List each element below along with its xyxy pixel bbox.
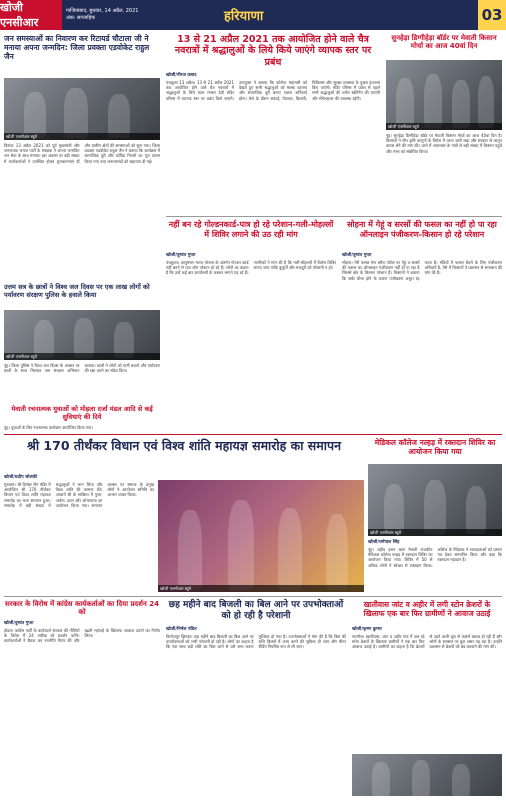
article-12-body: नारनौल। खातीवास, जांट व अहीर गांव में चल रहे स्टोन क्रेशरों के खिलाफ ग्रामीणों ने एक बार फिर आवाज उठाई है। ग्रामीणों का कहना है कि क्रेशरों से उड़ने वाली धूल से फसलें खराब हो रही हैं और लोगों के स्वास्थ्य पर बुरा असर पड़ रहा है। उन्होंने प्रशासन से क्रेशरों को बंद करवाने की मांग की। bbox=[352, 634, 502, 650]
article-3-photo bbox=[386, 60, 502, 130]
article-1-body: दिनांक 13 अप्रैल 2021 को पूर्व मुख्यमंत्री और जननायक जनता पार्टी के संरक्षक ने अपना जन्मदिन जन सेवा के साथ मनाया। इस अवसर पर बड़ी संख्या में कार्यकर्ताओं ने उपस्थित होकर शुभकामनाएं दीं और ग्रामीण क्षेत्रों की समस्याओं को सुना गया। जिला प्रवक्ता एडवोकेट राहुल जैन ने बताया कि कार्यक्रम में सामाजिक दूरी और कोविड नियमों का पूरा पालन किया गया तथा जरूरतमंदों को सहायता दी गई। bbox=[4, 143, 160, 164]
article-10-body: होडल। कांग्रेस पार्टी के कार्यकर्ता सरकार की नीतियों के विरोध में 24 तारीख को प्रदर्शन करेंगे। कार्यकर्ताओं ने बैठक कर रणनीति तैयार की और बढ़ती महंगाई के खिलाफ आवाज उठाने का निर्णय लिया। bbox=[4, 628, 160, 644]
article-5-headline: सोहना में गेहूं व सरसों की फसल का नहीं हो पा रहा ऑनलाइन पंजीकरण-किसान हो रहे परेशान bbox=[347, 220, 497, 239]
article-5-byline: खोजी/दुष्यंत गुप्ता bbox=[342, 253, 372, 258]
article-6-photo bbox=[4, 310, 160, 360]
article-8-photo-caption: खोजी एनसीआर ब्यूरो bbox=[158, 585, 364, 592]
divider-line bbox=[4, 434, 502, 435]
article-8-body: गुरुग्राम। श्री दिगंबर जैन मंदिर में आयोजित श्री 170 तीर्थंकर विधान एवं विश्व शांति महायज्ञ समारोह का भव्य समापन हुआ। समारोह में बड़ी संख्या में श्रद्धालुओं ने भाग लिया और विश्व शांति की कामना की। आचार्य श्री के सान्निध्य में पूजा-अर्चना, हवन और शोभायात्रा का आयोजन किया गया। समापन अवसर पर समाज के प्रमुख लोगों ने आयोजन समिति का आभार व्यक्त किया। bbox=[4, 482, 154, 508]
article-8-photo bbox=[158, 480, 364, 592]
article-1-photo bbox=[4, 78, 160, 140]
divider-line bbox=[4, 596, 502, 597]
article-12-byline: खोजी/कृष्ण कुमार bbox=[352, 627, 382, 632]
article-6-photo-caption: खोजी एनसीआर ब्यूरो bbox=[4, 353, 160, 360]
article-6-body: नूंह। जिला पुलिस ने विश्व जल दिवस के अवसर पर छात्रों के साथ मिलकर जल संरक्षण अभियान चलाया। छात्रों ने लोगों को पानी बचाने और पर्यावरण की रक्षा करने का संदेश दिया। bbox=[4, 363, 160, 374]
article-2-body: पंचकूला 13 अप्रैल। 13 से 21 अप्रैल 2021 तक आयोजित होने वाले चैत्र नवरात्रों में श्रद्धालुओं के लिये माता मनसा देवी मंदिर परिसर में व्यापक स्तर पर प्रबंध किये जाएंगे। उपायुक्त ने बताया कि कोरोना महामारी को देखते हुए सभी श्रद्धालुओं को मास्क पहनना और सामाजिक दूरी बनाए रखना अनिवार्य होगा। मेले के दौरान सफाई, पेयजल, बिजली, चिकित्सा और सुरक्षा व्यवस्था के पुख्ता इंतजाम किए जाएंगे। मंदिर परिसर में प्रवेश से पहले सभी श्रद्धालुओं की थर्मल स्क्रीनिंग की जाएगी और सेनेटाइजर की व्यवस्था रहेगी। bbox=[166, 80, 380, 101]
page-number: 03 bbox=[478, 0, 506, 30]
article-9-body: नूंह। शहीद हसन खान मेवाती राजकीय मेडिकल कॉलेज नल्हड़ में रक्तदान शिविर का आयोजन किया गया। शिविर में 50 से अधिक लोगों ने स्वेच्छा से रक्तदान किया। कॉलेज के निदेशक ने रक्तदाताओं को प्रमाण पत्र देकर सम्मानित किया और कहा कि रक्तदान महादान है। bbox=[368, 547, 502, 568]
article-9-byline: खोजी/धर्मपाल सिंह bbox=[368, 540, 400, 545]
article-2-byline: खोजी/नीरज प्रसाद bbox=[166, 73, 197, 78]
article-1-headline: जन समस्याओं का निवारण कर रिटायर्ड चौटाला जी ने मनाया अपना जन्मदिन: जिला प्रवक्ता एडवोकेट राहुल जैन bbox=[4, 34, 150, 61]
article-6-headline: उत्तम सत्र के छात्रों ने विश्व जल दिवस पर एक लाख लोगों को पर्यावरण संरक्षण पुलिस के हवाले किया bbox=[4, 283, 150, 299]
article-4-body: पंचकूला। आयुष्मान भारत योजना के अंतर्गत गोल्डन कार्ड नहीं बनने से पात्र लोग परेशान हो रहे हैं। लोगों का कहना है कि उन्हें कई बार कार्यालयों के चक्कर लगाने पड़ रहे हैं। नागरिकों ने मांग की है कि गली-मोहल्लों में विशेष शिविर लगाए जाएं ताकि बुजुर्गों और मजदूरों को परेशानी न हो। bbox=[166, 260, 336, 276]
newspaper-logo: खोजी एनसीआर bbox=[0, 0, 62, 30]
article-8-headline: श्री 170 तीर्थंकर विधान एवं विश्व शांति महायज्ञ समारोह का समापन bbox=[26, 438, 342, 453]
section-title: हरियाणा bbox=[224, 9, 264, 24]
article-12-photo bbox=[352, 754, 502, 796]
article-2-headline: 13 से 21 अप्रैल 2021 तक आयोजित होने वाले चैत्र नवरात्रों में श्रद्धालुओं के लिये किये जाएंगे व्यापक स्तर पर प्रबंध bbox=[174, 34, 372, 68]
divider-line bbox=[166, 216, 502, 217]
article-3-photo-caption: खोजी एनसीआर ब्यूरो bbox=[386, 123, 502, 130]
article-9-photo-caption: खोजी एनसीआर ब्यूरो bbox=[368, 529, 502, 536]
article-11-byline: खोजी/निर्मल पंडित bbox=[166, 627, 197, 632]
article-11-body: फिरोजपुर झिरका। छह महीने बाद बिजली का बिल आने पर उपभोक्ताओं को भारी परेशानी हो रही है। लोगों का कहना है कि एक साथ बड़ी राशि का बिल आने से उसे जमा करना मुश्किल हो गया है। उपभोक्ताओं ने मांग की है कि बिल की राशि किस्तों में जमा करने की सुविधा दी जाए और मीटर रीडिंग नियमित रूप से ली जाए। bbox=[166, 634, 346, 650]
article-11-headline: छह महीने बाद बिजली का बिल आने पर उपभोक्ताओं को हो रही है परेशानी bbox=[168, 600, 344, 621]
article-7-body: नूंह। युवाओं के लिए रचनात्मक कार्यक्रम आयोजित किया गया। bbox=[4, 425, 93, 430]
article-9-headline: मेडिकल कॉलेज नल्हड़ में रक्तदान शिविर का आयोजन किया गया bbox=[374, 438, 496, 456]
masthead bbox=[0, 0, 506, 30]
article-10-byline: खोजी/दुष्यंत गुप्ता bbox=[4, 621, 34, 626]
article-4-byline: खोजी/दुष्यंत गुप्ता bbox=[166, 253, 196, 258]
article-1-photo-caption: खोजी एनसीआर ब्यूरो bbox=[4, 133, 160, 140]
issue-date: गाजियाबाद, बुधवार, 14 अप्रैल, 2021 bbox=[66, 8, 139, 14]
article-10-headline: सरकार के विरोध में कांग्रेस कार्यकर्ताओं का दिया प्रदर्शन 24 को bbox=[5, 600, 159, 617]
article-3-headline: सुनहेड़ा डिग्गीहेड़ा बॉर्डर पर मेवाती किसान मोर्चा का आज 40वां दिन bbox=[391, 34, 497, 51]
article-8-byline: खोजी/प्रदीप सोलंकी bbox=[4, 475, 38, 480]
article-9-photo bbox=[368, 464, 502, 536]
issue-meta bbox=[62, 8, 154, 22]
article-4-headline: नहीं बन रहे गोल्डनकार्ड-पात्र हो रहे परेशान-गली-मोहल्लों में शिविर लगाने की उठ रही मांग bbox=[168, 220, 334, 239]
article-5-body: सोहना। मेरी फसल मेरा ब्यौरा पोर्टल पर गेहूं व सरसों की फसल का ऑनलाइन पंजीकरण नहीं हो पा रहा है जिससे क्षेत्र के किसान परेशान हैं। किसानों ने बताया कि सर्वर धीमा होने के कारण पंजीकरण अधूरा रह जाता है। मंडियों में फसल बेचने के लिए पंजीकरण अनिवार्य है, ऐसे में किसानों ने प्रशासन से समाधान की मांग की है। bbox=[342, 260, 502, 281]
article-12-headline: खातीवास जांट व अहीर में लगी स्टोन क्रेशरों के खिलाफ एक बार फिर ग्रामीणों ने आवाज उठाई bbox=[363, 600, 491, 618]
issue-edition: अंक: साप्ताहिक bbox=[66, 15, 96, 21]
article-7-headline: मेवाती रचनात्मक युवाओं को मोहला दर्जा मंडल आदि से कई सुविधाएं की दिये bbox=[11, 405, 153, 421]
article-3-body: नूंह। सुनहेड़ा डिग्गीहेड़ा बॉर्डर पर मेवाती किसान मोर्चा का आज 40वां दिन है। किसानों ने तीन कृषि कानूनों के विरोध में धरना जारी रखा और सरकार से कानून वापस लेने की मांग की। धरने में आसपास के गांवों से बड़ी संख्या में किसान पहुंचे और सभा को संबोधित किया। bbox=[386, 133, 502, 154]
